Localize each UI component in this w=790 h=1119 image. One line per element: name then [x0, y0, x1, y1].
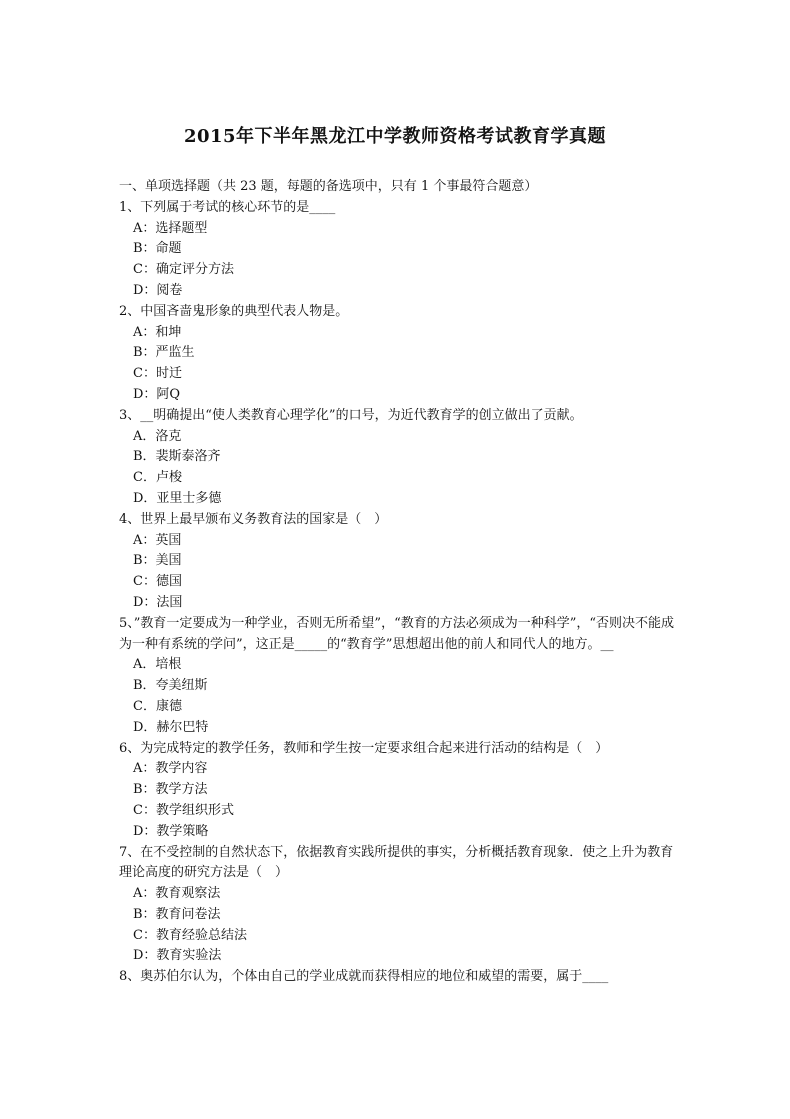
question-6 — [119, 739, 679, 843]
question-3 — [119, 406, 679, 510]
option-a: A．洛克 — [133, 428, 182, 444]
question-7 — [119, 843, 679, 968]
question-text: 8、奥苏伯尔认为，个体由自己的学业成就而获得相应的地位和威望的需要，属于____ — [119, 969, 609, 985]
option-c: C：教育经验总结法 — [133, 927, 247, 943]
question-8 — [119, 967, 679, 988]
option-a: A：选择题型 — [133, 220, 208, 236]
question-text: 4、世界上最早颁布义务教育法的国家是（ ） — [119, 511, 388, 527]
option-a: A：教学内容 — [133, 761, 208, 777]
option-a: A：教育观察法 — [133, 886, 221, 902]
question-5 — [119, 614, 679, 739]
option-d: D．亚里士多德 — [133, 490, 222, 506]
question-text: 3、__明确提出“使人类教育心理学化”的口号，为近代教育学的创立做出了贡献。 — [119, 407, 583, 423]
document-title: 2015年下半年黑龙江中学教师资格考试教育学真题 — [183, 126, 607, 147]
option-b: B：命题 — [133, 241, 182, 257]
option-b: B：美国 — [133, 553, 182, 569]
option-d: D：阅卷 — [133, 282, 183, 298]
option-b: B：严监生 — [133, 345, 195, 361]
option-c: C：德国 — [133, 574, 182, 590]
question-4 — [119, 510, 679, 614]
question-text: 1、下列属于考试的核心环节的是____ — [119, 199, 336, 215]
option-b: B．夸美纽斯 — [133, 678, 208, 694]
question-2 — [119, 302, 679, 406]
option-c: C．卢梭 — [133, 470, 182, 486]
option-d: D：法国 — [133, 594, 183, 610]
option-d: D：阿Q — [133, 386, 181, 402]
question-1 — [119, 198, 679, 302]
question-text: 6、为完成特定的教学任务，教师和学生按一定要求组合起来进行活动的结构是（ ） — [119, 740, 609, 756]
option-d: D：教学策略 — [133, 823, 209, 839]
document-body — [119, 177, 679, 988]
option-c: C：确定评分方法 — [133, 262, 234, 278]
option-a: A．培根 — [133, 657, 182, 673]
option-a: A：英国 — [133, 532, 182, 548]
option-c: C：时迁 — [133, 366, 182, 382]
option-b: B：教学方法 — [133, 782, 208, 798]
question-text: 5、”教育一定要成为一种学业，否则无所希望”，“教育的方法必须成为一种科学”，“否则决不能成为一种有系统的学问”，这正是_____的“教育学”思想超出他的前人和同代人的地方。__ — [119, 615, 675, 652]
option-c: C：教学组织形式 — [133, 802, 234, 818]
option-b: B．裴斯泰洛齐 — [133, 449, 221, 465]
section-heading: 一、单项选择题（共 23 题，每题的备选项中，只有 1 个事最符合题意） — [119, 179, 538, 194]
question-text: 2、中国吝啬鬼形象的典型代表人物是。 — [119, 303, 349, 319]
question-text: 7、在不受控制的自然状态下，依据教育实践所提供的事实，分析概括教育现象．使之上升为教育理论高度的研究方法是（ ） — [119, 844, 674, 881]
option-a: A：和坤 — [133, 324, 182, 340]
option-d: D：教育实验法 — [133, 948, 222, 964]
option-c: C．康德 — [133, 698, 182, 714]
option-d: D．赫尔巴特 — [133, 719, 209, 735]
option-b: B：教育问卷法 — [133, 906, 221, 922]
